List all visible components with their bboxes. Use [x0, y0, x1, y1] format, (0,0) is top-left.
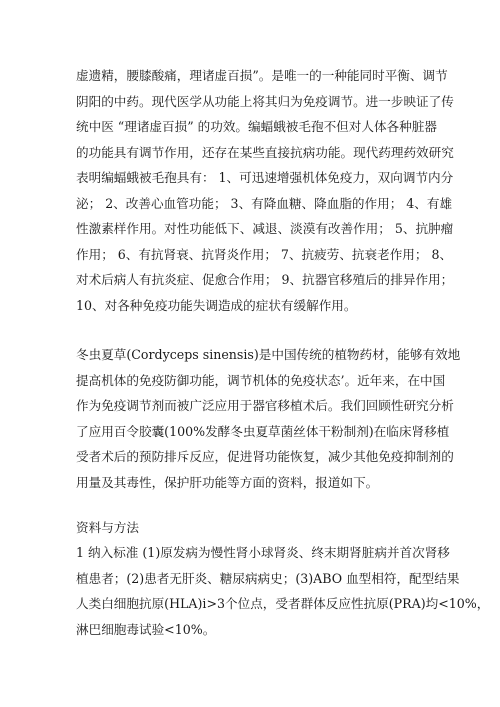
paragraph-cordyceps-effects [76, 63, 454, 318]
text-line: 用量及其毒性，保护肝功能等方面的资料，报道如下。 [76, 474, 379, 490]
text-line: 1 纳入标准 (1)原发病为慢性肾小球肾炎、终末期肾脏病并首次肾移 [76, 545, 450, 560]
text-line: 虚遗精，腰膝酸痛，理诸虚百损”。是唯一的一种能同时平衡、调节 [76, 68, 448, 83]
text-line: 10、对各种免疫功能失调造成的症状有缓解作用。 [76, 297, 357, 313]
section-heading-materials-methods [76, 515, 436, 541]
text-line: 冬虫夏草(Cordyceps sinensis)是中国传统的植物药材，能够有效地 [76, 347, 461, 362]
section-heading: 资料与方法 [76, 520, 139, 535]
text-line: 作为免疫调节剂而被广泛应用于器官移植术后。我们回顾性研究分析 [76, 398, 454, 413]
text-line: 统中医 “理诸虚百损” 的功效。编蝠蛾被毛孢不但对人体各种脏器 [76, 119, 437, 134]
text-line: 淋巴细胞毒试验<10%。 [76, 621, 216, 637]
text-line: 性激素样作用。对性功能低下、减退、淡漠有改善作用； 5、抗肿瘤 [76, 221, 454, 236]
text-line: 表明编蝠蛾被毛孢具有： 1、可迅速增强机体免疫力，双向调节内分 [76, 170, 454, 185]
text-line: 提高机体的免疫防御功能，调节机体的免疫状态’。近年来，在中国 [76, 372, 446, 388]
text-line: 阴阳的中药。现代医学从功能上将其归为免疫调节。进一步映证了传 [76, 93, 454, 109]
text-line: 了应用百令胶囊(100%发酵冬虫夏草菌丝体干粉制剂)在临床肾移植 [76, 423, 450, 439]
text-line: 受者术后的预防排斥反应，促进肾功能恢复，减少其他免疫抑制剂的 [76, 449, 454, 464]
text-line: 泌； 2、改善心血管功能； 3、有降血糖、降血脂的作用； 4、有雄 [76, 195, 453, 211]
text-line: 植患者；(2)患者无肝炎、糖尿病病史；(3)ABO 血型相符，配型结果 [76, 570, 460, 586]
paragraph-introduction [76, 342, 461, 495]
text-line: 作用； 6、有抗肾衰、抗肾炎作用； 7、抗疲劳、抗衰老作用； 8、 [76, 246, 453, 262]
paragraph-inclusion-criteria [76, 540, 490, 642]
text-line: 人类白细胞抗原(HLA)i>3个位点，受者群体反应性抗原(PRA)均<10%， [76, 596, 490, 611]
text-line: 对术后病人有抗炎症、促愈合作用； 9、抗器官移殖后的排异作用； [76, 272, 454, 287]
text-line: 的功能具有调节作用，还存在某些直接抗病功能。现代药理药效研究 [76, 144, 454, 160]
